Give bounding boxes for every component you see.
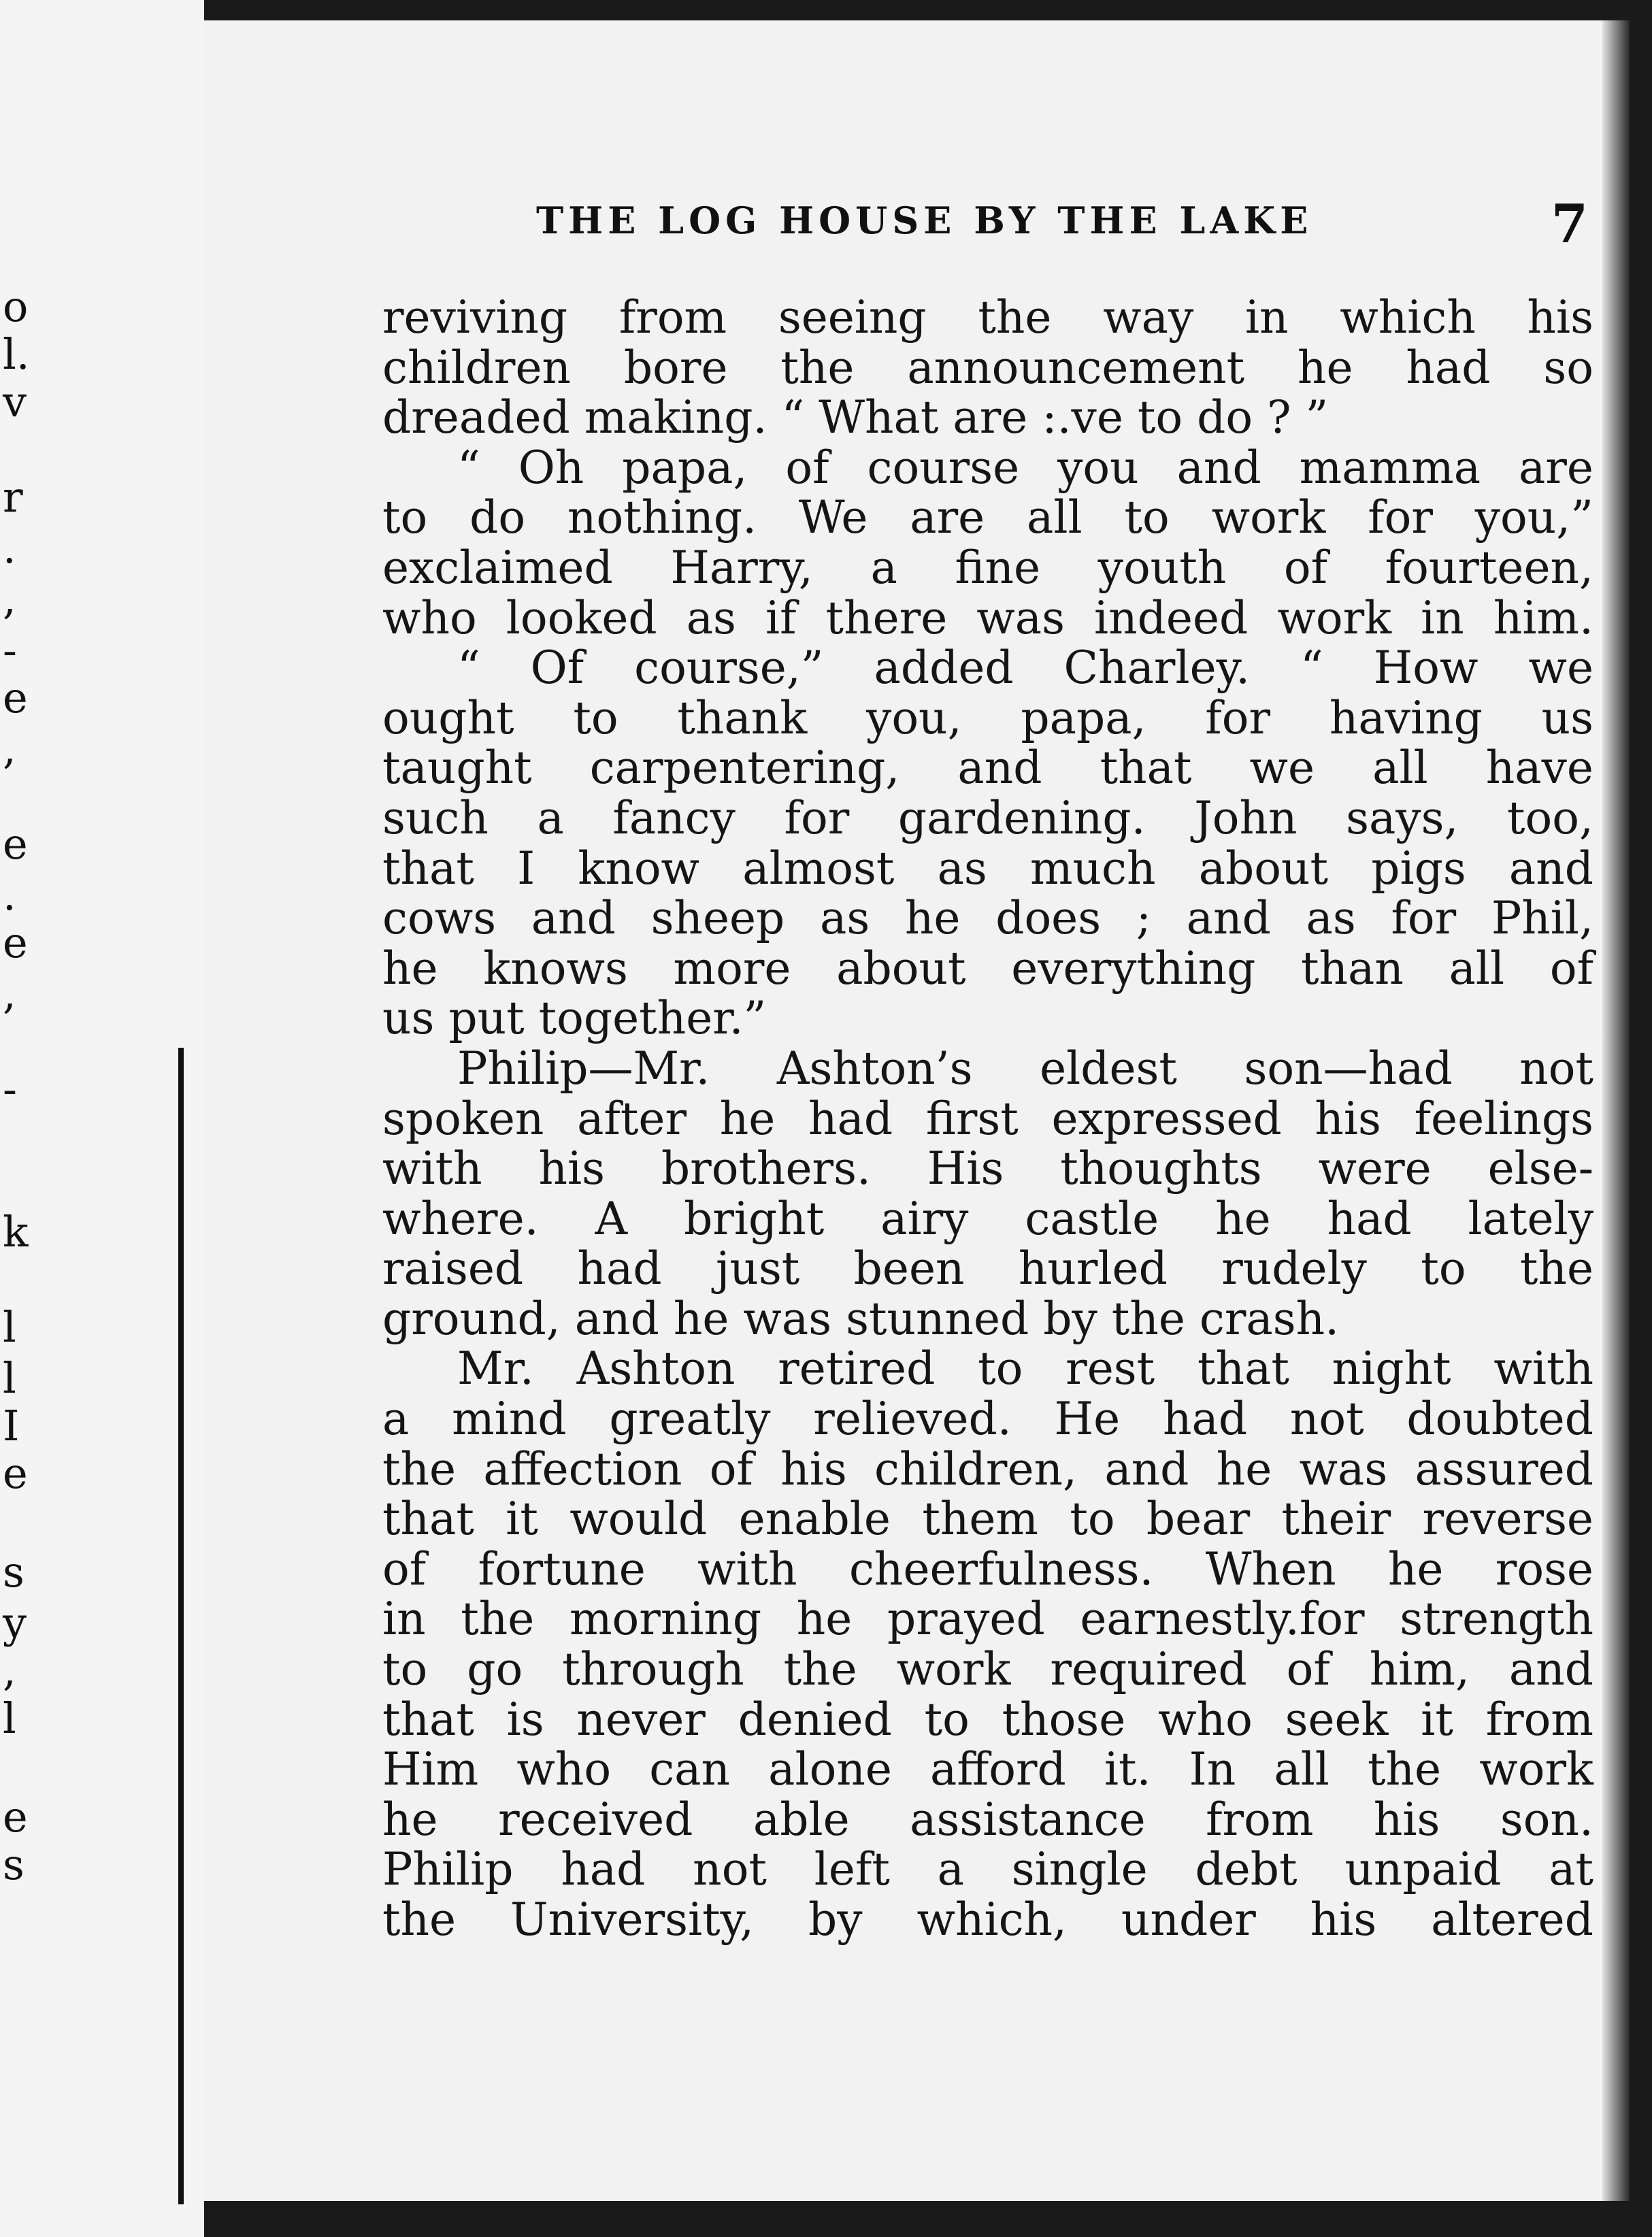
left-page-fragment-char: e [3, 918, 28, 967]
body-text [382, 293, 1593, 1945]
text-line: such a fancy for gardening. John says, too, [382, 791, 1593, 844]
text-line: “ Of course,” added Charley. “ How we [457, 642, 1593, 695]
left-page-fragment-char: I [3, 1401, 20, 1451]
left-page-fragment-char: r [3, 472, 23, 522]
left-page-fragment-char: . [3, 870, 16, 920]
left-page-fragment-char: s [3, 1840, 24, 1889]
text-line: who looked as if there was indeed work in him. [382, 591, 1593, 644]
left-page-fragment-char: s [3, 1547, 24, 1597]
left-page-fragment-char: e [3, 673, 28, 723]
text-line: dreaded making. “ What are :.ve to do ? ” [382, 391, 1329, 444]
text-line: in the morning he prayed earnestly.for strength [382, 1593, 1593, 1646]
text-line: a mind greatly relieved. He had not doubted [382, 1393, 1593, 1446]
left-page-fragment-char: . [3, 523, 16, 573]
left-page-fragment-char: , [3, 969, 16, 1018]
text-line: where. A bright airy castle he had lately [382, 1192, 1593, 1245]
running-header [536, 193, 1598, 255]
text-line: that is never denied to those who seek it from [382, 1693, 1593, 1746]
left-page-fragment-char: l. [3, 329, 30, 379]
text-line: raised had just been hurled rudely to the [382, 1242, 1593, 1295]
text-line: taught carpentering, and that we all have [382, 742, 1593, 795]
text-line: us put together.” [382, 992, 767, 1045]
page-edge-shadow [1602, 20, 1630, 2201]
left-page-fragment-char: l [3, 1353, 16, 1403]
left-page-fragment-char: - [3, 625, 17, 675]
text-line: ought to thank you, papa, for having us [382, 691, 1593, 744]
text-line: reviving from seeing the way in which his [382, 291, 1593, 344]
left-page-fragment-char: e [3, 819, 28, 869]
text-line: of fortune with cheerfulness. When he rose [382, 1542, 1593, 1595]
left-page-fragment-char: l [3, 1693, 16, 1743]
text-line: cows and sheep as he does ; and as for Phil, [382, 892, 1593, 945]
left-page-edge [0, 0, 204, 2237]
left-page-fragment-char: - [3, 1064, 17, 1114]
left-page-fragment-char: e [3, 1448, 28, 1498]
text-line: spoken after he had first expressed his feelings [382, 1092, 1593, 1145]
text-line: he received able assistance from his son. [382, 1793, 1593, 1846]
left-page-fragment-char: k [3, 1207, 29, 1257]
left-page-fragment-char: o [3, 282, 29, 331]
text-line: Philip had not left a single debt unpaid at [382, 1843, 1593, 1896]
text-line: the affection of his children, and he was assured [382, 1442, 1593, 1495]
text-line: to do nothing. We are all to work for you,” [382, 491, 1593, 544]
left-page-fragment-char: , [3, 574, 16, 624]
binding-gutter [178, 1048, 184, 2204]
page-number: 7 [1551, 193, 1588, 255]
left-page-fragment-char: e [3, 1792, 28, 1842]
text-line: exclaimed Harry, a fine youth of fourteen, [382, 541, 1593, 594]
left-page-fragment-char: y [3, 1598, 27, 1648]
text-line: with his brothers. His thoughts were else- [382, 1142, 1593, 1195]
text-line: ground, and he was stunned by the crash. [382, 1292, 1340, 1345]
running-title: THE LOG HOUSE BY THE LAKE [536, 199, 1313, 242]
text-line: Him who can alone afford it. In all the work [382, 1743, 1593, 1796]
text-line: that it would enable them to bear their reverse [382, 1493, 1593, 1546]
text-line: to go through the work required of him, and [382, 1643, 1593, 1696]
text-line: “ Oh papa, of course you and mamma are [457, 441, 1593, 494]
text-line: children bore the announcement he had so [382, 341, 1593, 394]
left-page-fragment-char: v [3, 377, 27, 427]
left-page-fragment-char: , [3, 1646, 16, 1695]
text-line: the University, by which, under his altered [382, 1893, 1593, 1946]
text-line: he knows more about everything than all of [382, 942, 1593, 995]
left-page-fragment-char: l [3, 1302, 16, 1352]
text-line: Mr. Ashton retired to rest that night with [457, 1342, 1593, 1395]
book-page [204, 20, 1630, 2201]
left-page-fragment-char: , [3, 724, 16, 774]
text-line: that I know almost as much about pigs and [382, 842, 1593, 895]
text-line: Philip—Mr. Ashton’s eldest son—had not [457, 1042, 1593, 1095]
